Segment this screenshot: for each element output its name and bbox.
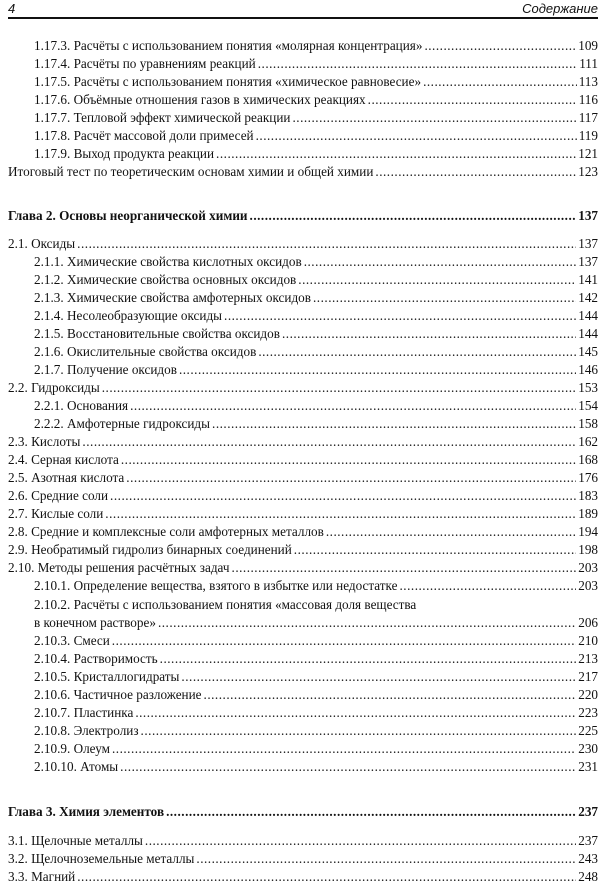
toc-entry[interactable] [8,271,598,289]
toc-leader [258,55,577,73]
toc-entry-page: 146 [578,362,598,377]
toc-entry[interactable] [8,668,598,686]
toc-entry-title: 1.17.8. Расчёт массовой доли примесей [34,128,254,143]
toc-entry-page: 220 [578,687,598,702]
toc-entry-title: 3.3. Магний [8,869,76,884]
toc-entry[interactable] [8,433,598,451]
toc-entry[interactable] [8,704,598,722]
toc-entry-title: 2.10. Методы решения расчётных задач [8,560,230,575]
toc-entry[interactable] [8,415,598,433]
toc-entry[interactable] [8,127,598,145]
toc-entry-page: 203 [578,578,598,593]
toc-entry-title: 2.10.9. Олеум [34,741,110,756]
toc-leader [130,397,576,415]
toc-leader [216,145,576,163]
toc-leader [145,832,576,850]
toc-entry[interactable] [8,523,598,541]
toc-entry[interactable] [8,868,598,886]
toc-entry-title: 2.8. Средние и комплексные соли амфотерных металлов [8,524,324,539]
toc-leader [304,253,577,271]
toc-entry-page: 183 [578,488,598,503]
toc-entry-title: 1.17.4. Расчёты по уравнениям реакций [34,56,256,71]
toc-leader [204,686,577,704]
toc-entry[interactable] [8,650,598,668]
toc-leader [294,541,576,559]
toc-entry-title: 3.1. Щелочные металлы [8,833,143,848]
toc-entry-title: 2.1.5. Восстановительные свойства оксидов [34,326,280,341]
toc-leader [82,433,576,451]
toc-leader [181,668,576,686]
toc-entry[interactable] [8,109,598,127]
toc-leader [112,632,576,650]
toc-entry-page: 217 [578,669,598,684]
toc-leader [102,379,577,397]
toc-entry-title: 2.5. Азотная кислота [8,470,125,485]
toc-entry[interactable] [8,55,598,73]
toc-entry-page: 144 [578,308,598,323]
toc-leader [110,487,576,505]
toc-leader [158,614,576,632]
toc-entry-title: 2.1.1. Химические свойства кислотных оксидов [34,254,302,269]
toc-entry[interactable] [8,686,598,704]
toc-entry-page: 237 [578,833,598,848]
toc-entry-title: 2.9. Необратимый гидролиз бинарных соединений [8,542,292,557]
toc-leader [298,271,576,289]
toc-entry-page: 141 [578,272,598,287]
toc-entry[interactable] [8,163,598,181]
toc-entry[interactable] [8,235,598,253]
toc-entry[interactable] [8,73,598,91]
toc-entry-page: 203 [578,560,598,575]
toc-entry-page: 154 [578,398,598,413]
toc-entry-page: 210 [578,633,598,648]
toc-entry-page: 117 [578,110,598,125]
toc-entry[interactable] [8,325,598,343]
toc-entry-title: Глава 2. Основы неорганической химии [8,208,248,223]
toc-entry-page: 116 [578,92,598,107]
toc-entry-page: 153 [578,380,598,395]
toc-leader [160,650,577,668]
toc-entry-page: 158 [578,416,598,431]
toc-entry-title: 3.2. Щелочноземельные металлы [8,851,195,866]
toc-entry-page: 111 [579,56,598,71]
toc-entry-title: 2.10.5. Кристаллогидраты [34,669,180,684]
toc-leader [77,235,576,253]
toc-entry[interactable] [8,343,598,361]
toc-leader [196,850,576,868]
toc-entry-page: 189 [578,506,598,521]
toc-leader [423,73,577,91]
toc-entry-page: 198 [578,542,598,557]
toc-entry-title: 2.10.7. Пластинка [34,705,134,720]
toc-entry-page: 237 [578,804,598,819]
page-number: 4 [8,1,16,16]
toc-entry-title: 2.10.6. Частичное разложение [34,687,202,702]
toc-entry-page: 109 [578,38,598,53]
toc-entry-title: 2.10.4. Растворимость [34,651,158,666]
toc-entry[interactable] [8,379,598,397]
toc-entry-title: 2.10.3. Смеси [34,633,110,648]
toc-entry[interactable] [8,632,598,650]
toc-entry-page: 144 [578,326,598,341]
toc-chapter-3[interactable] [8,803,598,821]
toc-leader [375,163,576,181]
toc-entry-page: 231 [578,759,598,774]
toc-entry[interactable] [8,289,598,307]
toc-leader [212,415,576,433]
toc-entry[interactable] [8,451,598,469]
toc-leader [258,343,576,361]
toc-entry-page: 213 [578,651,598,666]
toc-entry[interactable] [8,505,598,523]
toc-entry[interactable] [8,37,598,55]
toc-entry-title: 1.17.9. Выход продукта реакции [34,146,215,161]
toc-entry-title: 1.17.7. Тепловой эффект химической реакции [34,110,291,125]
toc-entry[interactable] [8,614,598,632]
toc-entry-page: 145 [578,344,598,359]
toc-entry-page: 142 [578,290,598,305]
toc-entry-title: 2.1. Оксиды [8,236,76,251]
toc-entry-title: Глава 3. Химия элементов [8,804,165,819]
toc-entry-title: 1.17.3. Расчёты с использованием понятия «молярная концентрация» [34,38,423,53]
toc-entry-title: 2.2.1. Основания [34,398,129,413]
toc-entry[interactable] [8,361,598,379]
toc-entry-page: 137 [578,208,598,223]
toc-entry-title: 2.1.7. Получение оксидов [34,362,177,377]
section-title: Содержание [522,1,598,16]
toc-leader [424,37,576,55]
toc-entry[interactable] [8,91,598,109]
toc-leader [105,505,576,523]
toc-leader [400,577,577,595]
toc-entry[interactable] [8,145,598,163]
toc-leader [121,451,576,469]
toc-leader [368,91,577,109]
toc-leader [179,361,576,379]
toc-entry-title: 1.17.6. Объёмные отношения газов в химических реакциях [34,92,366,107]
toc-entry-title: 2.7. Кислые соли [8,506,104,521]
toc-chapter-2[interactable] [8,207,598,225]
toc-entry-page: 119 [578,128,598,143]
toc-entry[interactable] [8,307,598,325]
toc-leader [166,803,576,821]
toc-entry[interactable] [8,722,598,740]
toc-entry-title: 2.10.8. Электролиз [34,723,139,738]
toc-entry-page: 137 [578,236,598,251]
toc-entry-title: в конечном растворе» [34,615,156,630]
toc-entry-title: 2.10.10. Атомы [34,759,119,774]
toc-entry-title: 2.1.2. Химические свойства основных оксидов [34,272,297,287]
toc-entry[interactable] [8,740,598,758]
toc-leader [77,868,576,886]
toc-entry[interactable] [8,758,598,776]
toc-entry-page: 223 [578,705,598,720]
toc-entry[interactable] [8,832,598,850]
page-header [8,0,598,19]
toc-entry-title: 2.1.4. Несолеобразующие оксиды [34,308,223,323]
toc-leader [135,704,576,722]
toc-entry-page: 168 [578,452,598,467]
toc-leader [250,207,577,225]
toc-entry-page: 137 [578,254,598,269]
toc-entry-title: 2.2. Гидроксиды [8,380,100,395]
toc-entry-title: 2.4. Серная кислота [8,452,119,467]
toc-entry-page: 248 [578,869,598,884]
toc-entry-page: 162 [578,434,598,449]
toc-entry[interactable] [8,469,598,487]
toc-entry-page: 113 [578,74,598,89]
toc-leader [313,289,576,307]
toc-entry[interactable] [8,577,598,595]
toc-entry-page: 206 [578,615,598,630]
toc-entry-title: 2.1.6. Окислительные свойства оксидов [34,344,257,359]
toc-entry[interactable] [8,559,598,577]
toc-entry-title: 2.6. Средние соли [8,488,109,503]
toc-entry[interactable] [8,541,598,559]
toc-entry-page: 123 [578,164,598,179]
toc-leader [326,523,576,541]
toc-entry[interactable] [8,850,598,868]
toc-entry-title: Итоговый тест по теоретическим основам химии и общей химии [8,164,374,179]
toc-entry-page: 225 [578,723,598,738]
toc-entry-page: 121 [578,146,598,161]
toc-entry-title-first-line[interactable]: 2.10.2. Расчёты с использованием понятия «массовая доля вещества [34,597,417,612]
toc-entry-title: 2.10.1. Определение вещества, взятого в избытке или недостатке [34,578,398,593]
toc-entry-title: 2.3. Кислоты [8,434,81,449]
toc-leader [292,109,576,127]
toc-entry-page: 194 [578,524,598,539]
toc-entry[interactable] [8,487,598,505]
toc-leader [224,307,576,325]
toc-entry-page: 176 [578,470,598,485]
toc-entry[interactable] [8,253,598,271]
toc-entry-page: 230 [578,741,598,756]
toc-leader [282,325,576,343]
toc-leader [256,127,577,145]
toc-leader [141,722,577,740]
toc-entry-title: 2.2.2. Амфотерные гидроксиды [34,416,211,431]
toc-entry-title: 2.1.3. Химические свойства амфотерных оксидов [34,290,311,305]
toc-entry-title: 1.17.5. Расчёты с использованием понятия «химическое равновесие» [34,74,422,89]
toc-entry-page: 243 [578,851,598,866]
toc-leader [126,469,576,487]
toc-leader [120,758,576,776]
toc-leader [232,559,577,577]
toc-entry[interactable] [8,397,598,415]
toc-leader [112,740,576,758]
